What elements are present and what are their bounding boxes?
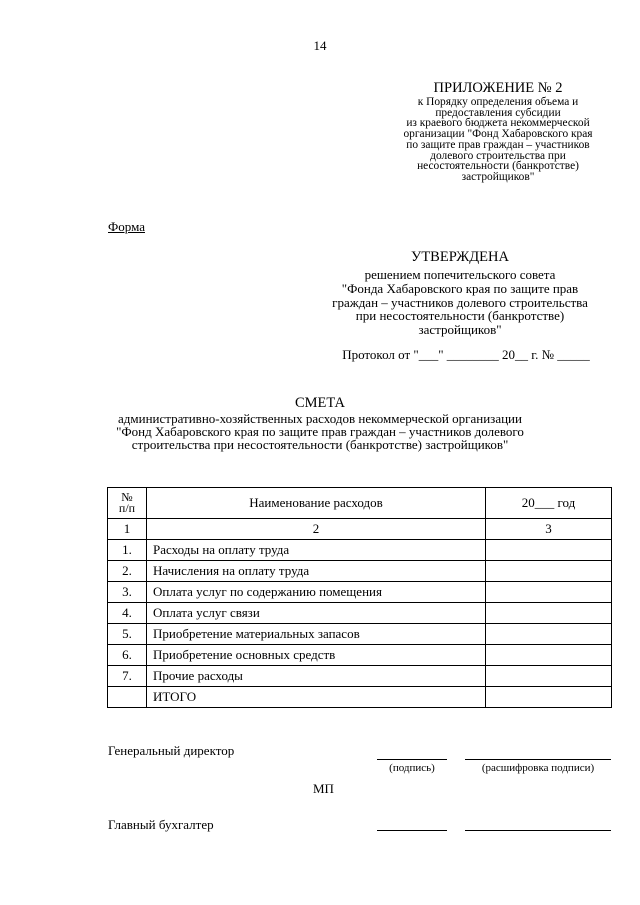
table-row bbox=[108, 666, 612, 687]
protocol-line: Протокол от "___" ________ 20__ г. № _____ bbox=[342, 346, 590, 362]
table-row bbox=[108, 582, 612, 603]
column-number-row bbox=[108, 519, 612, 540]
column-number: 3 bbox=[486, 519, 612, 540]
row-value-cell[interactable] bbox=[486, 645, 612, 666]
accountant-label: Главный бухгалтер bbox=[108, 817, 214, 832]
form-label: Форма bbox=[108, 219, 145, 234]
table-row bbox=[108, 624, 612, 645]
approved-line: граждан – участников долевого строительства bbox=[332, 294, 588, 310]
total-number-cell bbox=[108, 687, 147, 708]
row-name: Оплата услуг связи bbox=[147, 603, 486, 624]
row-value-cell[interactable] bbox=[486, 540, 612, 561]
row-name: Оплата услуг по содержанию помещения bbox=[147, 582, 486, 603]
row-value-cell[interactable] bbox=[486, 561, 612, 582]
row-number: 4. bbox=[108, 603, 147, 624]
row-name: Прочие расходы bbox=[147, 666, 486, 687]
appendix-line: застройщиков" bbox=[461, 170, 535, 183]
director-signature-line[interactable] bbox=[377, 759, 447, 760]
approved-line: "Фонда Хабаровского края по защите прав bbox=[341, 280, 579, 296]
header-year: 20___ год bbox=[486, 488, 612, 519]
estimate-title: СМЕТА bbox=[294, 395, 346, 411]
row-value-cell[interactable] bbox=[486, 624, 612, 645]
accountant-signature-line[interactable] bbox=[377, 830, 447, 831]
appendix-block bbox=[378, 80, 618, 183]
table-row bbox=[108, 540, 612, 561]
approved-title: УТВЕРЖДЕНА bbox=[411, 249, 509, 265]
table-header-row bbox=[108, 488, 612, 519]
director-decoding-line[interactable] bbox=[465, 759, 611, 760]
table-row bbox=[108, 645, 612, 666]
appendix-line: к Порядку определения объема и bbox=[417, 96, 579, 108]
appendix-line: долевого строительства при bbox=[430, 149, 566, 162]
total-value-cell[interactable] bbox=[486, 687, 612, 708]
header-name: Наименование расходов bbox=[147, 488, 486, 519]
header-number-symbol: № bbox=[121, 490, 133, 504]
row-name: Расходы на оплату труда bbox=[147, 540, 486, 561]
estimate-line: административно-хозяйственных расходов некоммерческой организации bbox=[118, 411, 522, 426]
estimate-line: "Фонд Хабаровского края по защите прав граждан – участников долевого bbox=[116, 424, 524, 439]
row-name: Приобретение основных средств bbox=[147, 645, 486, 666]
signature-caption: (подпись) bbox=[389, 762, 435, 774]
decoding-caption: (расшифровка подписи) bbox=[481, 762, 595, 774]
row-name: Начисления на оплату труда bbox=[147, 561, 486, 582]
column-number: 2 bbox=[147, 519, 486, 540]
column-number: 1 bbox=[108, 519, 147, 540]
total-row bbox=[108, 687, 612, 708]
approved-line: решением попечительского совета bbox=[364, 267, 556, 282]
approved-line: при несостоятельности (банкротстве) bbox=[355, 308, 565, 324]
director-label: Генеральный директор bbox=[108, 743, 235, 758]
row-number: 1. bbox=[108, 540, 147, 561]
table-row bbox=[108, 561, 612, 582]
stamp-label: МП bbox=[313, 781, 334, 796]
accountant-decoding-line[interactable] bbox=[465, 830, 611, 831]
appendix-line: организации "Фонд Хабаровского края bbox=[403, 128, 593, 141]
table-row bbox=[108, 603, 612, 624]
appendix-line: по защите прав граждан – участников bbox=[406, 138, 590, 151]
appendix-line: предоставления субсидии bbox=[435, 106, 561, 119]
row-value-cell[interactable] bbox=[486, 666, 612, 687]
row-number: 3. bbox=[108, 582, 147, 603]
row-number: 7. bbox=[108, 666, 147, 687]
estimate-heading bbox=[80, 394, 560, 451]
header-number-abbr: п/п bbox=[118, 501, 136, 515]
appendix-title: ПРИЛОЖЕНИЕ № 2 bbox=[433, 80, 563, 96]
expenses-table bbox=[107, 487, 612, 708]
page-number: 14 bbox=[313, 38, 327, 53]
row-name: Приобретение материальных запасов bbox=[147, 624, 486, 645]
row-value-cell[interactable] bbox=[486, 603, 612, 624]
row-value-cell[interactable] bbox=[486, 582, 612, 603]
row-number: 6. bbox=[108, 645, 147, 666]
row-number: 2. bbox=[108, 561, 147, 582]
approved-line: застройщиков" bbox=[418, 322, 502, 338]
total-label: ИТОГО bbox=[147, 687, 486, 708]
row-number: 5. bbox=[108, 624, 147, 645]
appendix-line: из краевого бюджета некоммерческой bbox=[406, 117, 590, 130]
appendix-line: несостоятельности (банкротстве) bbox=[417, 160, 579, 173]
header-number bbox=[108, 488, 147, 519]
estimate-line: строительства при несостоятельности (банкротстве) застройщиков" bbox=[131, 437, 509, 452]
approved-block bbox=[300, 248, 620, 363]
